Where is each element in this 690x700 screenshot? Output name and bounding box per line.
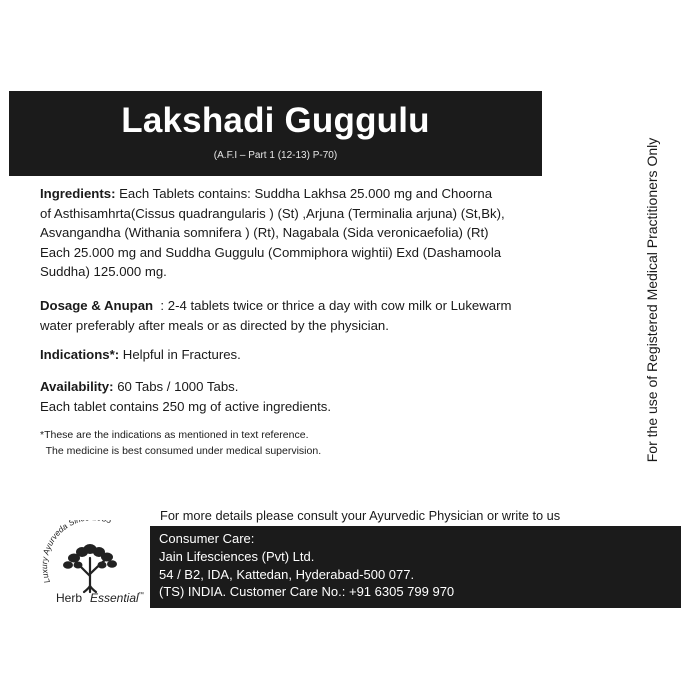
herb-essential-logo: [38, 520, 148, 610]
consumer-care-heading: Consumer Care:: [159, 531, 255, 546]
indications-text: Helpful in Fractures.: [119, 347, 241, 362]
dosage-label: Dosage & Anupan: [40, 298, 154, 313]
logo-tagline: Luxury Ayurveda Si: [39, 520, 78, 585]
consumer-care-band: [150, 526, 681, 608]
footnote-line-2: The medicine is best consumed under medical supervision.: [40, 444, 322, 457]
ingredients-line-2: of Asthisamhrta(Cissus quadrangularis ) (St) ,Arjuna (Terminalia arjuna) (St,Bk),: [40, 205, 505, 221]
dosage-line-1: Dosage & Anupan : 2-4 tablets twice or thrice a day with cow milk or Lukewarm: [40, 298, 512, 313]
ingredients-label: Ingredients:: [40, 186, 116, 201]
company-address: 54 / B2, IDA, Kattedan, Hyderabad-500 077.: [159, 567, 415, 582]
logo-trademark: ™: [138, 592, 144, 598]
availability-text: 60 Tabs / 1000 Tabs.: [113, 379, 239, 394]
indications-label: Indications*:: [40, 347, 120, 362]
footnote-line-1: *These are the indications as mentioned in text reference.: [40, 429, 309, 441]
logo-brand-right: Essential: [90, 591, 139, 605]
dosage-section: [40, 296, 540, 335]
rmp-side-note: For the use of Registered Medical Practitioners Only: [644, 137, 660, 463]
reference-subtitle: (A.F.I – Part 1 (12-13) P-70): [213, 150, 338, 161]
title-band: [9, 91, 542, 176]
logo-brand-left: Herb: [56, 591, 83, 605]
availability-line-2: Each tablet contains 250 mg of active ingredients.: [40, 398, 332, 414]
dosage-line-2: water preferably after meals or as directed by the physician.: [40, 317, 389, 333]
product-title: Lakshadi Guggulu: [121, 101, 430, 140]
customer-care-contact: (TS) INDIA. Customer Care No.: +91 6305 799 970: [159, 584, 455, 599]
availability-section: [40, 377, 540, 416]
ingredients-section: [40, 184, 540, 282]
company-name: Jain Lifesciences (Pvt) Ltd.: [159, 549, 315, 564]
more-details-line: For more details please consult your Ayurvedic Physician or write to us: [160, 508, 561, 523]
footnote: [40, 428, 540, 459]
availability-label: Availability:: [40, 379, 114, 394]
ingredients-line-4: Each 25.000 mg and Suddha Guggulu (Commiphora wightii) Exd (Dashamoola: [40, 244, 502, 260]
ingredients-line-1: Ingredients: Each Tablets contains: Suddha Lakhsa 25.000 mg and Choorna: [40, 186, 493, 201]
indications-section: [40, 345, 540, 365]
ingredients-line-5: Suddha) 125.000 mg.: [40, 264, 167, 280]
ingredients-line-3: Asvangandha (Withania somnifera ) (Rt), Nagabala (Sida veronicaefolia) (Rt): [40, 225, 489, 241]
tree-icon: [38, 520, 148, 610]
